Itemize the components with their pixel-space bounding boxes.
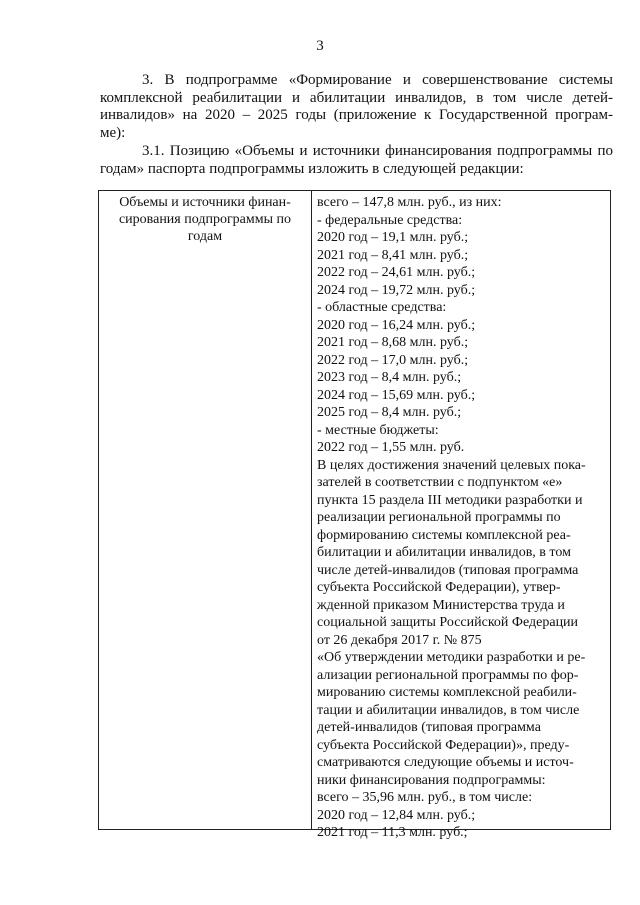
paragraph-line: комплексной реабилитации и абилитации инвалидов, в том числе детей-: [100, 89, 613, 106]
table-text-line: зателей в соответствии с подпунктом «е»: [317, 475, 563, 490]
table-text-line: В целях достижения значений целевых пока-: [317, 457, 586, 473]
table-text-line: детей-инвалидов (типовая программа: [317, 720, 541, 735]
table-text-line: 2024 год – 15,69 млн. руб.;: [317, 387, 476, 403]
paragraph-item-3-1: [100, 143, 613, 178]
table-text-line: ники финансирования подпрограммы:: [317, 772, 546, 788]
paragraph-line: инвалидов» на 2020 – 2025 годы (приложение к Государственной програм-: [100, 107, 613, 123]
table-column-divider: [311, 191, 312, 829]
table-text-line: пункта 15 раздела III методики разработки и: [317, 492, 583, 508]
table-text-line: всего – 147,8 млн. руб., из них:: [317, 195, 502, 210]
table-value-cell: [317, 194, 605, 842]
table-text-line: субъекта Российской Федерации)», преду-: [317, 737, 570, 753]
table-text-line: 2020 год – 16,24 млн. руб.;: [317, 317, 476, 333]
passport-table: [98, 190, 611, 840]
table-text-line: реализации региональной программы по: [317, 510, 561, 525]
table-text-line: числе детей-инвалидов (типовая программа: [317, 562, 579, 578]
table-text-line: от 26 декабря 2017 г. № 875: [317, 632, 482, 648]
table-text-line: ализации региональной программы по фор-: [317, 667, 579, 683]
table-text-line: - местные бюджеты:: [317, 422, 439, 438]
table-text-line: формированию системы комплексной реа-: [317, 527, 571, 543]
table-text-line: билитации и абилитации инвалидов, в том: [317, 545, 571, 560]
table-text-line: 2020 год – 19,1 млн. руб.;: [317, 230, 469, 245]
table-text-line: жденной приказом Министерства труда и: [317, 597, 565, 613]
table-text-line: тации и абилитации инвалидов, в том числе: [317, 702, 580, 718]
table-text-line: 2021 год – 8,68 млн. руб.;: [317, 335, 469, 350]
table-text-line: 2022 год – 17,0 млн. руб.;: [317, 352, 469, 368]
table-text-line: 2021 год – 8,41 млн. руб.;: [317, 247, 469, 263]
table-label-cell: [105, 194, 305, 245]
table-text-line: сирования подпрограммы по: [118, 212, 292, 227]
table-text-line: сматриваются следующие объемы и источ-: [317, 755, 574, 770]
table-text-line: 2023 год – 8,4 млн. руб.;: [317, 370, 462, 385]
table-text-line: 2022 год – 1,55 млн. руб.: [317, 440, 465, 455]
paragraph-line: 3.1. Позицию «Объемы и источники финансирования подпрограммы по: [142, 143, 613, 159]
table-text-line: всего – 35,96 млн. руб., в том числе:: [317, 790, 533, 805]
paragraph-line: ме):: [100, 124, 126, 141]
table-text-line: 2022 год – 24,61 млн. руб.;: [317, 265, 476, 280]
table-text-line: мированию системы комплексной реабили-: [317, 685, 577, 700]
table-text-line: 2021 год – 11,3 млн. руб.;: [317, 825, 468, 840]
table-text-line: годам: [187, 229, 223, 244]
table-text-line: Объемы и источники финан-: [119, 195, 291, 210]
page-number: 3: [316, 38, 324, 54]
paragraph-line: 3. В подпрограмме «Формирование и совершенствование системы: [142, 72, 613, 88]
table-text-line: «Об утверждении методики разработки и ре-: [317, 650, 586, 665]
table-text-line: - федеральные средства:: [317, 212, 463, 228]
paragraph-line: годам» паспорта подпрограммы изложить в следующей редакции:: [100, 160, 524, 177]
table-text-line: социальной защиты Российской Федерации: [317, 615, 579, 630]
table-text-line: 2020 год – 12,84 млн. руб.;: [317, 807, 476, 823]
table-text-line: 2024 год – 19,72 млн. руб.;: [317, 282, 476, 298]
table-text-line: субъекта Российской Федерации), утвер-: [317, 580, 561, 595]
table-text-line: 2025 год – 8,4 млн. руб.;: [317, 405, 462, 420]
paragraph-item-3: [100, 72, 613, 142]
table-text-line: - областные средства:: [317, 300, 447, 315]
